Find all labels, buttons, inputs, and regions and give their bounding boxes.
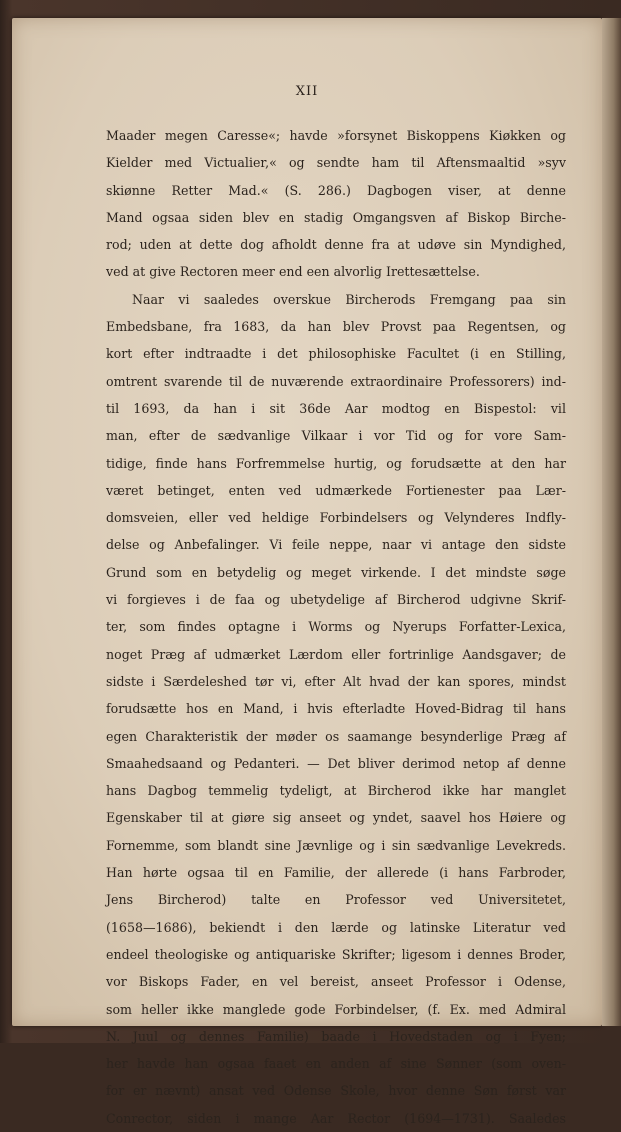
text-line: noget Præg af udmærket Lærdom eller fortrinlige Aandsgaver; de (106, 646, 566, 662)
text-line: Naar vi saaledes overskue Bircherods Fremgang paa sin (132, 291, 566, 307)
text-line: Conrector, siden i mange Aar Rector (1694—1731). Saaledes (106, 1110, 566, 1126)
text-line: tidige, finde hans Forfremmelse hurtig, og forudsætte at den har (106, 455, 566, 471)
text-line: Grund som en betydelig og meget virkende. I det mindste søge (106, 564, 566, 580)
page-edge (602, 18, 621, 1026)
book-page (12, 18, 602, 1126)
text-line: Jens Bircherod) talte en Professor ved Universitetet, (106, 892, 566, 908)
text-line: vor Biskops Fader, en vel bereist, anseet Professor i Odense, (106, 974, 566, 990)
text-line: Smaahedsaand og Pedanteri. — Det bliver derimod netop af denne (106, 755, 566, 771)
text-line: ved at give Rectoren meer end een alvorlig Irettesættelse. (106, 264, 480, 280)
text-line: Fornemme, som blandt sine Jævnlige og i sin sædvanlige Levekreds. (106, 837, 566, 853)
text-line: egen Charakteristik der møder os saamange besynderlige Præg af (106, 728, 566, 744)
text-line: Han hørte ogsaa til en Familie, der allerede (i hans Farbroder, (106, 865, 566, 881)
text-line: rod; uden at dette dog afholdt denne fra at udøve sin Myndighed, (106, 237, 566, 253)
text-line: endeel theologiske og antiquariske Skrifter; ligesom i dennes Broder, (106, 946, 566, 962)
text-line: man, efter de sædvanlige Vilkaar i vor Tid og for vore Sam- (106, 428, 566, 444)
text-line: Kielder med Victualier,« og sendte ham til Aftensmaaltid »syv (106, 155, 566, 171)
text-line: delse og Anbefalinger. Vi feile neppe, naar vi antage den sidste (106, 537, 566, 553)
text-line: omtrent svarende til de nuværende extraordinaire Professorers) ind- (106, 373, 566, 389)
text-line: (1658—1686), bekiendt i den lærde og latinske Literatur ved (106, 919, 566, 935)
text-line: sidste i Særdeleshed tør vi, efter Alt hvad der kan spores, mindst (106, 673, 566, 689)
text-line: her havde han ogsaa faaet en anden af sine Sønner (som oven- (106, 1056, 566, 1072)
page-text (106, 122, 566, 1132)
text-line: været betinget, enten ved udmærkede Fortienester paa Lær- (106, 482, 566, 498)
text-line: domsveien, eller ved heldige Forbindelsers og Velynderes Indfly- (106, 510, 566, 526)
text-line: Mand ogsaa siden blev en stadig Omgangsven af Biskop Birche- (106, 209, 566, 225)
text-line: vi forgieves i de faa og ubetydelige af Bircherod udgivne Skrif- (106, 592, 566, 608)
text-line: Egenskaber til at giøre sig anseet og yndet, saavel hos Høiere og (106, 810, 566, 826)
text-line: ter, som findes optagne i Worms og Nyerups Forfatter-Lexica, (106, 619, 566, 635)
text-line: Embedsbane, fra 1683, da han blev Provst paa Regentsen, og (106, 319, 566, 335)
text-line: for er nævnt) ansat ved Odense Skole, hvor denne Søn først var (106, 1083, 566, 1099)
text-line: skiønne Retter Mad.« (S. 286.) Dagbogen viser, at denne (106, 182, 566, 198)
page-number: XII (295, 84, 319, 99)
text-line: som heller ikke manglede gode Forbindelser, (f. Ex. med Admiral (106, 1001, 566, 1017)
text-line: til 1693, da han i sit 36de Aar modtog en Bispestol: vil (106, 400, 566, 416)
text-line: hans Dagbog temmelig tydeligt, at Bircherod ikke har manglet (106, 783, 566, 799)
text-line: Maader megen Caresse«; havde »forsynet Biskoppens Kiøkken og (106, 128, 566, 143)
text-line: N. Juul og dennes Familie) baade i Hovedstaden og i Fyen; (106, 1028, 566, 1044)
text-line: forudsætte hos en Mand, i hvis efterladte Hoved-Bidrag til hans (106, 701, 566, 717)
text-line: kort efter indtraadte i det philosophiske Facultet (i en Stilling, (106, 346, 566, 362)
